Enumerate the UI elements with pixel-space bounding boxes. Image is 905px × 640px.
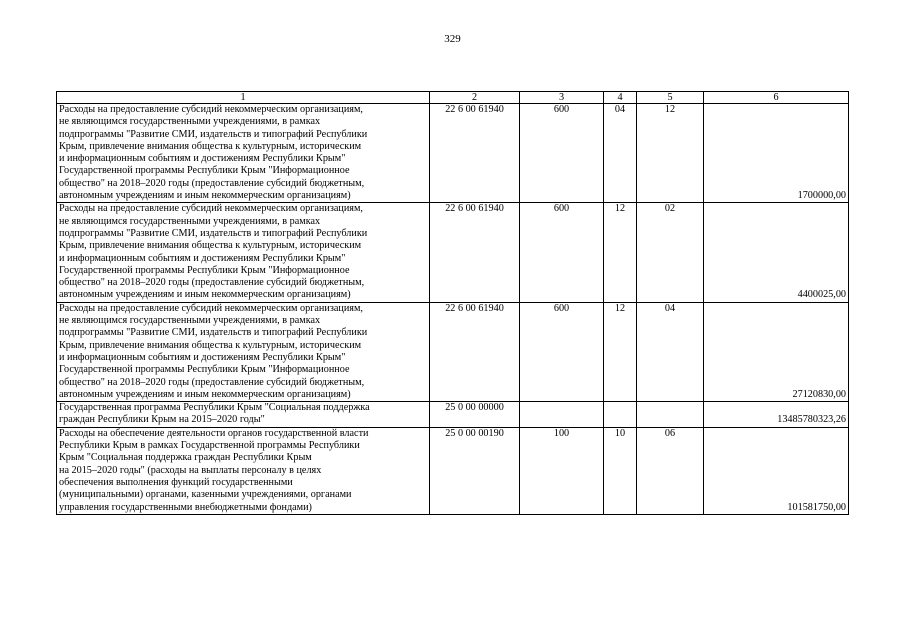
description-line: Государственной программы Республики Крым "Информационное bbox=[59, 264, 350, 276]
column-header: 4 bbox=[604, 92, 637, 104]
description-line: Расходы на предоставление субсидий некоммерческим организациям, bbox=[59, 302, 363, 314]
page-number: 329 bbox=[444, 33, 461, 45]
description-line: и информационным событиям и достижениям Республики Крым" bbox=[59, 351, 346, 363]
description-line: Расходы на предоставление субсидий некоммерческим организациям, bbox=[59, 104, 363, 115]
subsection-cell: 06 bbox=[637, 427, 704, 514]
subsection-cell: 04 bbox=[637, 302, 704, 401]
description-line: Государственной программы Республики Крым "Информационное bbox=[59, 364, 350, 376]
amount-cell: 4400025,00 bbox=[704, 203, 849, 302]
expense-description-cell bbox=[57, 104, 430, 203]
description-line: автономным учреждениям и иным некоммерческим организациям) bbox=[59, 190, 351, 202]
description-line: подпрограммы "Развитие СМИ, издательств и типографий Республики bbox=[59, 227, 368, 239]
expense-description-cell bbox=[57, 302, 430, 401]
expense-type-cell: 600 bbox=[520, 302, 604, 401]
budget-code-cell: 25 0 00 00000 bbox=[430, 402, 520, 428]
description-line: общество" на 2018–2020 годы (предоставление субсидий бюджетным, bbox=[59, 277, 365, 289]
description-line: (муниципальными) органами, казенными учреждениями, органами bbox=[59, 489, 352, 501]
description-line: подпрограммы "Развитие СМИ, издательств и типографий Республики bbox=[59, 128, 368, 140]
amount-cell: 1700000,00 bbox=[704, 104, 849, 203]
table-row bbox=[57, 302, 849, 401]
description-line: автономным учреждениям и иным некоммерческим организациям) bbox=[59, 388, 351, 400]
expense-description-cell bbox=[57, 203, 430, 302]
subsection-cell bbox=[637, 402, 704, 428]
description-line: и информационным событиям и достижениям Республики Крым" bbox=[59, 252, 346, 264]
table-header-row bbox=[57, 92, 849, 104]
section-cell bbox=[604, 402, 637, 428]
table-row bbox=[57, 402, 849, 428]
description-line: граждан Республики Крым на 2015–2020 годы" bbox=[59, 414, 265, 426]
amount-cell: 101581750,00 bbox=[704, 427, 849, 514]
subsection-cell: 02 bbox=[637, 203, 704, 302]
column-header: 5 bbox=[637, 92, 704, 104]
description-line: управления государственными внебюджетными фондами) bbox=[59, 501, 312, 513]
budget-code-cell: 22 6 00 61940 bbox=[430, 203, 520, 302]
description-line: подпрограммы "Развитие СМИ, издательств и типографий Республики bbox=[59, 327, 368, 339]
subsection-cell: 12 bbox=[637, 104, 704, 203]
description-line: на 2015–2020 годы" (расходы на выплаты персоналу в целях bbox=[59, 464, 322, 476]
budget-code-cell: 22 6 00 61940 bbox=[430, 104, 520, 203]
amount-cell: 13485780323,26 bbox=[704, 402, 849, 428]
amount-cell: 27120830,00 bbox=[704, 302, 849, 401]
column-header: 2 bbox=[430, 92, 520, 104]
table-row bbox=[57, 427, 849, 514]
description-line: общество" на 2018–2020 годы (предоставление субсидий бюджетным, bbox=[59, 177, 365, 189]
expense-description-cell bbox=[57, 402, 430, 428]
expense-type-cell: 600 bbox=[520, 104, 604, 203]
description-line: не являющимся государственными учреждениями, в рамках bbox=[59, 215, 321, 227]
description-line: не являющимся государственными учреждениями, в рамках bbox=[59, 315, 321, 327]
section-cell: 10 bbox=[604, 427, 637, 514]
budget-table bbox=[56, 91, 849, 515]
table-row bbox=[57, 104, 849, 203]
budget-code-cell: 22 6 00 61940 bbox=[430, 302, 520, 401]
description-line: и информационным событиям и достижениям Республики Крым" bbox=[59, 153, 346, 165]
expense-type-cell: 100 bbox=[520, 427, 604, 514]
section-cell: 12 bbox=[604, 302, 637, 401]
expense-type-cell: 600 bbox=[520, 203, 604, 302]
description-line: Крым, привлечение внимания общества к культурным, историческим bbox=[59, 240, 362, 252]
description-line: автономным учреждениям и иным некоммерческим организациям) bbox=[59, 289, 351, 301]
description-line: Крым, привлечение внимания общества к культурным, историческим bbox=[59, 339, 362, 351]
description-line: Расходы на обеспечение деятельности органов государственной власти bbox=[59, 427, 369, 439]
description-line: обеспечения выполнения функций государственными bbox=[59, 476, 293, 488]
section-cell: 04 bbox=[604, 104, 637, 203]
budget-code-cell: 25 0 00 00190 bbox=[430, 427, 520, 514]
description-line: Крым, привлечение внимания общества к культурным, историческим bbox=[59, 140, 362, 152]
expense-description-cell bbox=[57, 427, 430, 514]
table-row bbox=[57, 203, 849, 302]
column-header: 1 bbox=[57, 92, 430, 104]
column-header: 6 bbox=[704, 92, 849, 104]
expense-type-cell bbox=[520, 402, 604, 428]
description-line: Расходы на предоставление субсидий некоммерческим организациям, bbox=[59, 203, 363, 215]
description-line: не являющимся государственными учреждениями, в рамках bbox=[59, 116, 321, 128]
description-line: Республики Крым в рамках Государственной программы Республики bbox=[59, 440, 360, 452]
section-cell: 12 bbox=[604, 203, 637, 302]
description-line: Крым "Социальная поддержка граждан Республики Крым bbox=[59, 452, 312, 464]
column-header: 3 bbox=[520, 92, 604, 104]
description-line: общество" на 2018–2020 годы (предоставление субсидий бюджетным, bbox=[59, 376, 365, 388]
description-line: Государственной программы Республики Крым "Информационное bbox=[59, 165, 350, 177]
description-line: Государственная программа Республики Крым "Социальная поддержка bbox=[59, 402, 370, 414]
